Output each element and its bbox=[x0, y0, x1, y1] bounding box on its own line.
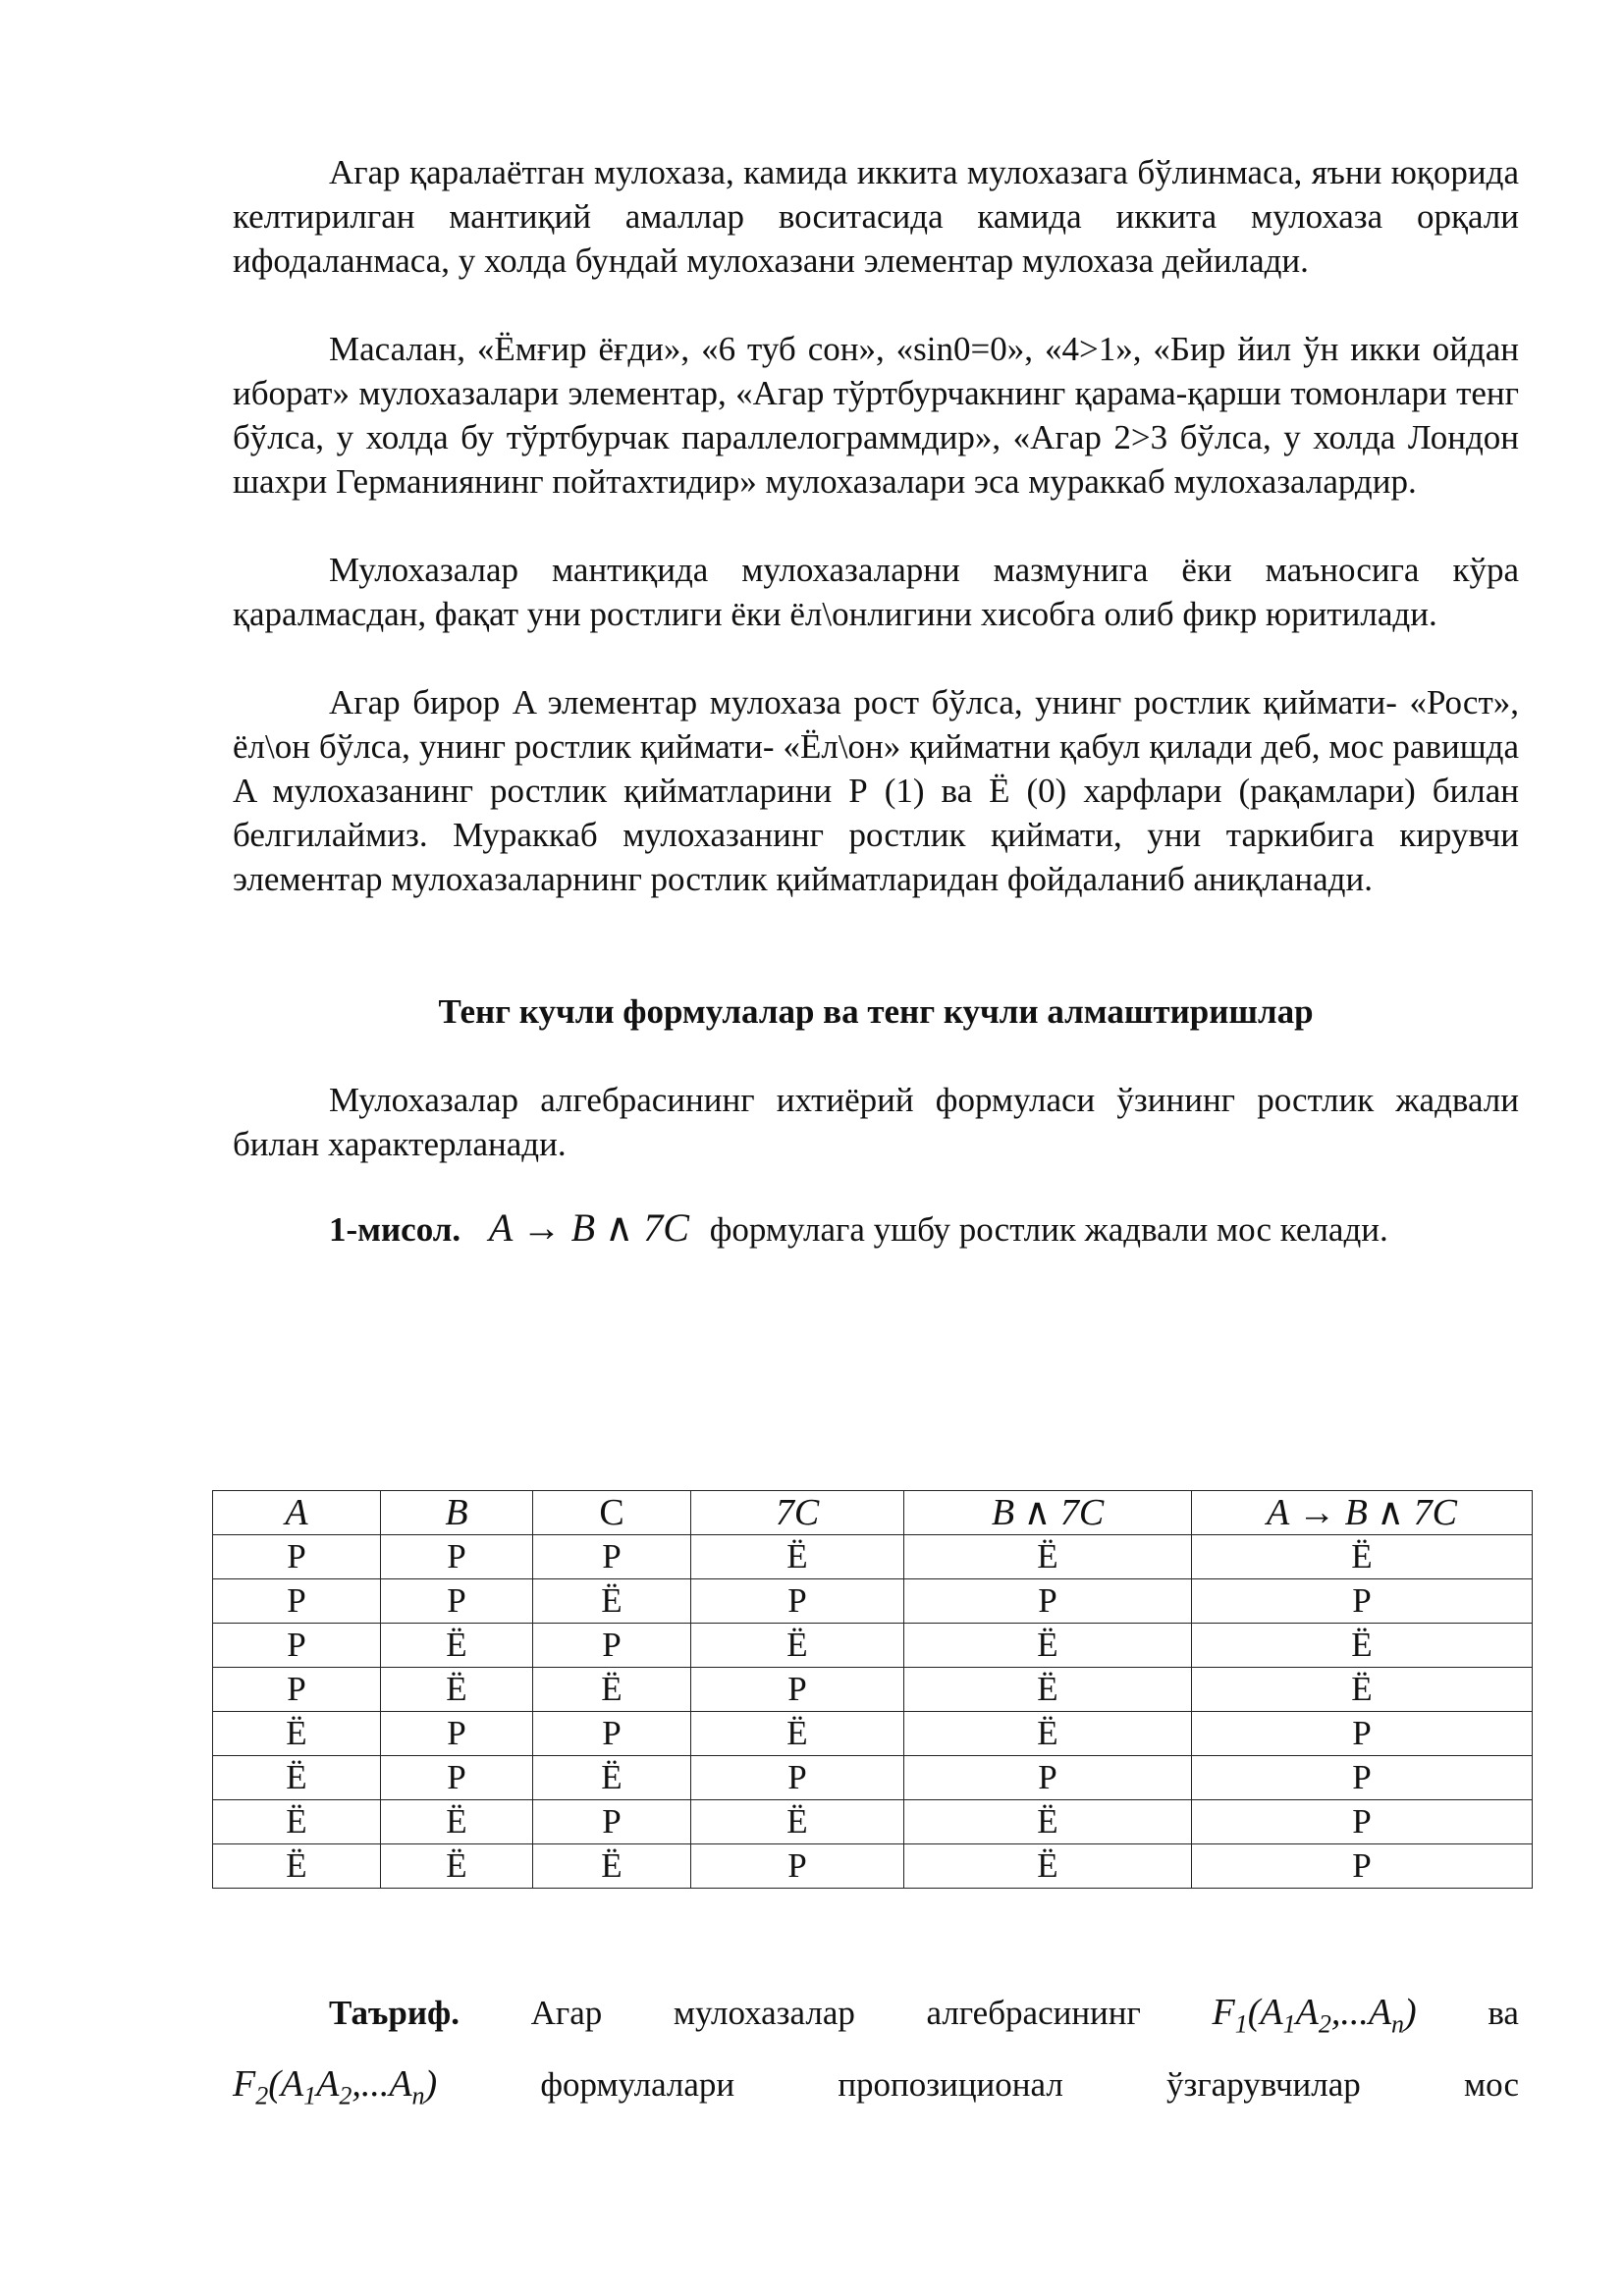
formula-f2-text: $F_2(A_1A_2,...A_n)$ bbox=[233, 2062, 438, 2110]
definition-label: Таъриф. bbox=[329, 1994, 460, 2032]
table-cell: Р bbox=[213, 1668, 381, 1712]
table-row bbox=[213, 1800, 1533, 1844]
document-body bbox=[233, 150, 1519, 1252]
table-cell: Ё bbox=[1192, 1624, 1533, 1668]
table-row bbox=[213, 1624, 1533, 1668]
table-cell: Р bbox=[381, 1756, 533, 1800]
definition-word: мулохазалар bbox=[673, 1994, 855, 2032]
table-cell: Р bbox=[691, 1756, 904, 1800]
header-cell: B bbox=[381, 1491, 533, 1535]
table-cell: Ё bbox=[533, 1668, 691, 1712]
formula-f2 bbox=[233, 2055, 437, 2126]
definition-and: ва bbox=[1488, 1994, 1519, 2032]
header-cell: C bbox=[533, 1491, 691, 1535]
table-cell: Р bbox=[904, 1579, 1192, 1624]
table-cell: Ё bbox=[904, 1712, 1192, 1756]
paragraph-1: Агар қаралаётган мулохаза, камида иккита мулохазага бўлинмаса, яъни юқорида келтирилган мантиқий амаллар воситасида камида иккита мулохаза орқали ифодаланмаса, у холда бундай мулохазани элементар мулохаза дейилади. bbox=[233, 153, 1519, 280]
definition-line-2 bbox=[233, 2055, 1519, 2126]
definition-block bbox=[233, 1983, 1519, 2125]
table-cell: Ё bbox=[533, 1756, 691, 1800]
example-label: 1-мисол. bbox=[329, 1210, 461, 1249]
table-cell: Ё bbox=[381, 1668, 533, 1712]
table-cell: Ё bbox=[904, 1624, 1192, 1668]
table-cell: Ё bbox=[213, 1712, 381, 1756]
table-row bbox=[213, 1668, 1533, 1712]
header-cell: B ∧ 7C bbox=[904, 1491, 1192, 1535]
table-cell: Ё bbox=[381, 1844, 533, 1889]
header-cell: A bbox=[213, 1491, 381, 1535]
table-cell: Ё bbox=[691, 1535, 904, 1579]
definition-word: формулалари bbox=[540, 2064, 735, 2104]
table-cell: Ё bbox=[691, 1712, 904, 1756]
paragraph-3: Мулохазалар мантиқида мулохазаларни мазмунига ёки маъносига кўра қаралмасдан, фақат уни ростлиги ёки ёл\онлигини хисобга олиб фикр юритилади. bbox=[233, 551, 1519, 633]
table-cell: Ё bbox=[1192, 1668, 1533, 1712]
table-row bbox=[213, 1579, 1533, 1624]
table-cell: Ё bbox=[904, 1535, 1192, 1579]
definition-word: мос bbox=[1463, 2064, 1519, 2104]
definition-word: Агар bbox=[530, 1994, 603, 2032]
table-cell: Р bbox=[1192, 1800, 1533, 1844]
table-cell: Р bbox=[213, 1624, 381, 1668]
example-formula: A → B ∧ 7C bbox=[488, 1205, 689, 1250]
truth-table bbox=[212, 1490, 1533, 1889]
table-cell: Р bbox=[1192, 1579, 1533, 1624]
table-cell: Ё bbox=[533, 1579, 691, 1624]
table-cell: Ё bbox=[213, 1756, 381, 1800]
table-cell: Ё bbox=[533, 1844, 691, 1889]
table-cell: Ё bbox=[213, 1844, 381, 1889]
table-cell: Ё bbox=[381, 1800, 533, 1844]
table-cell: Р bbox=[381, 1535, 533, 1579]
definition-word: ўзгарувчилар bbox=[1166, 2064, 1361, 2104]
example-line bbox=[233, 1205, 1519, 1252]
header-cell: 7C bbox=[691, 1491, 904, 1535]
table-cell: Р bbox=[691, 1579, 904, 1624]
table-cell: Р bbox=[691, 1844, 904, 1889]
table-cell: Р bbox=[381, 1712, 533, 1756]
table-cell: Р bbox=[533, 1624, 691, 1668]
table-cell: Ё bbox=[691, 1800, 904, 1844]
example-text: формулага ушбу ростлик жадвали мос келади. bbox=[709, 1210, 1388, 1249]
table-cell: Р bbox=[533, 1535, 691, 1579]
table-header-row bbox=[213, 1491, 1533, 1535]
table-cell: Ё bbox=[904, 1844, 1192, 1889]
table-cell: Ё bbox=[381, 1624, 533, 1668]
table-cell: Ё bbox=[213, 1800, 381, 1844]
table-cell: Р bbox=[1192, 1844, 1533, 1889]
table-cell: Р bbox=[381, 1579, 533, 1624]
table-row bbox=[213, 1844, 1533, 1889]
table-cell: Р bbox=[533, 1712, 691, 1756]
table-cell: Р bbox=[1192, 1756, 1533, 1800]
table-cell: Р bbox=[904, 1756, 1192, 1800]
intro-paragraph: Мулохазалар алгебрасининг ихтиёрий формуласи ўзининг ростлик жадвали билан характерланади. bbox=[233, 1081, 1519, 1163]
paragraph-2: Масалан, «Ёмғир ёғди», «6 туб сон», «sin0=0», «4>1», «Бир йил ўн икки ойдан иборат» мулохазалари элементар, «Агар тўртбурчакнинг қарама-қарши томонлари тенг бўлса, у холда бу тўртбурчак параллелограммдир», «Агар 2>3 бўлса, у холда Лондон шахри Германиянинг пойтахтидир» мулохазалари эса мураккаб мулохазалардир. bbox=[233, 330, 1519, 501]
paragraph-4: Агар бирор A элементар мулохаза рост бўлса, унинг ростлик қиймати- «Рост», ёл\он бўлса, унинг ростлик қиймати- «Ёл\он» қийматни қабул қилади деб, мос равишда A мулохазанинг ростлик қийматларини Р (1) ва Ё (0) харфлари (рақамлари) билан белгилаймиз. Мураккаб мулохазанинг ростлик қиймати, уни таркибига кирувчи элементар мулохазаларнинг ростлик қийматларидан фойдаланиб аниқланади. bbox=[233, 683, 1519, 898]
table-row bbox=[213, 1712, 1533, 1756]
header-cell: A → B ∧ 7C bbox=[1192, 1491, 1533, 1535]
table-cell: Ё bbox=[904, 1800, 1192, 1844]
table-cell: Р bbox=[691, 1668, 904, 1712]
table-cell: Р bbox=[213, 1535, 381, 1579]
table-cell: Р bbox=[213, 1579, 381, 1624]
table-cell: Ё bbox=[904, 1668, 1192, 1712]
table-cell: Р bbox=[1192, 1712, 1533, 1756]
definition-word: алгебрасининг bbox=[926, 1994, 1141, 2032]
table-row bbox=[213, 1535, 1533, 1579]
formula-f1 bbox=[1213, 1983, 1417, 2055]
definition-word: пропозиционал bbox=[838, 2064, 1063, 2104]
section-heading: Тенг кучли формулалар ва тенг кучли алмаштиришлар bbox=[438, 992, 1314, 1031]
table-row bbox=[213, 1756, 1533, 1800]
table-cell: Ё bbox=[691, 1624, 904, 1668]
table-cell: Ё bbox=[1192, 1535, 1533, 1579]
formula-f1-text: $F_1(A_1A_2,...A_n)$ bbox=[1212, 1992, 1417, 2039]
definition-line-1 bbox=[233, 1983, 1519, 2055]
table-cell: Р bbox=[533, 1800, 691, 1844]
